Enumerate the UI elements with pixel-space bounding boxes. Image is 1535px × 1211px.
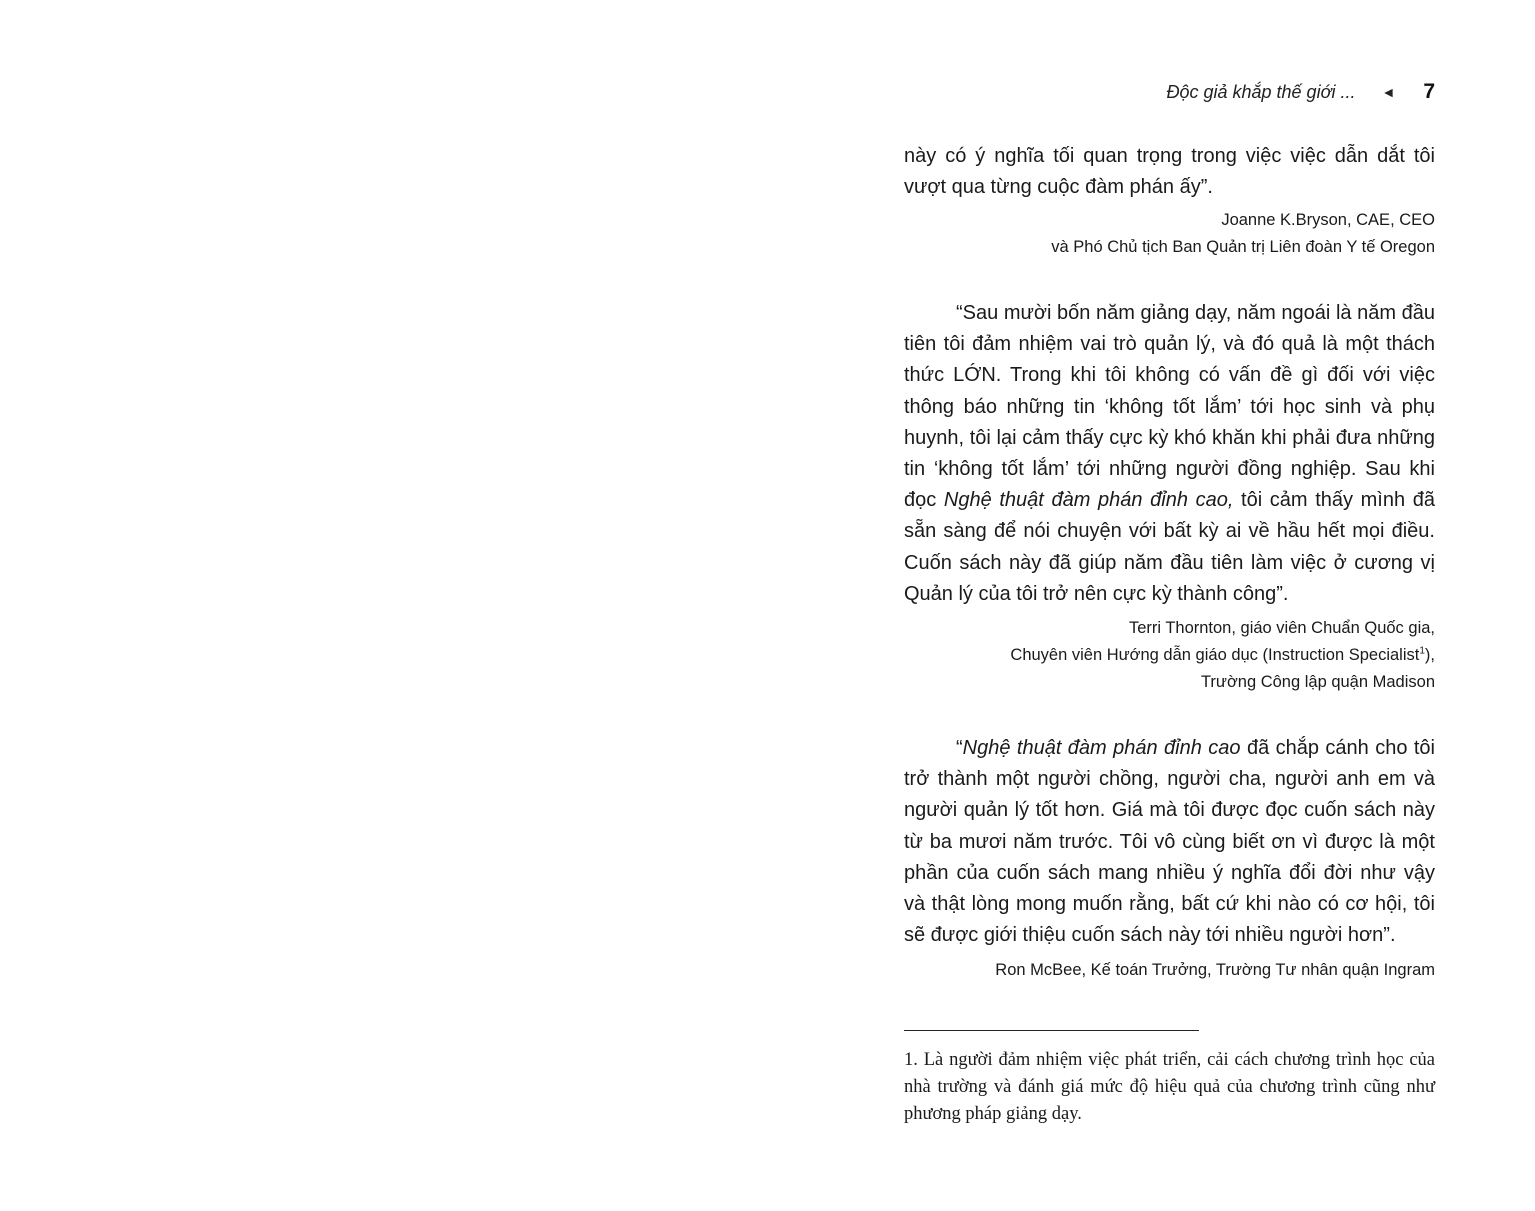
testimonial-2-text xyxy=(904,298,1435,610)
footnote-reference: 1 xyxy=(1419,645,1425,657)
attribution-line: Joanne K.Bryson, CAE, CEO xyxy=(1221,211,1435,229)
book-title: Nghệ thuật đàm phán đỉnh cao xyxy=(962,737,1241,759)
footnote-divider xyxy=(904,1030,1199,1031)
testimonial-text-part: “Sau mười bốn năm giảng dạy, năm ngoái là năm đầu tiên tôi đảm nhiệm vai trò quản lý, và đó quả là một thách thức LỚN. Trong khi tôi không có vấn đề gì đối với việc thông báo những tin ‘không tốt lắm’ tới học sinh và phụ huynh, tôi lại cảm thấy cực kỳ khó khăn khi phải đưa những tin ‘không tốt lắm’ tới những người đồng nghiệp. Sau khi đọc xyxy=(904,302,1435,512)
attribution-line xyxy=(904,642,1435,669)
book-title: Nghệ thuật đàm phán đỉnh cao, xyxy=(943,489,1234,512)
attribution-line: Trường Công lập quận Madison xyxy=(1200,673,1435,691)
testimonial-text-part: đã chắp cánh cho tôi trở thành một người chồng, người cha, người anh em và người quản lý tốt hơn. Giá mà tôi được đọc cuốn sách này từ ba mươi năm trước. Tôi vô cùng biết ơn vì được là một phần của cuốn sách mang nhiều ý nghĩa đổi đời như vậy và thật lòng mong muốn rằng, bất cứ khi nào có cơ hội, tôi sẽ được giới thiệu cuốn sách này tới nhiều người hơn”. xyxy=(904,737,1435,947)
testimonial-2-attribution xyxy=(904,615,1435,696)
testimonial-1-attribution xyxy=(904,207,1435,261)
arrow-left-icon: ◄ xyxy=(1381,84,1396,100)
footnote: 1. Là người đảm nhiệm việc phát triển, cải cách chương trình học của nhà trường và đánh giá mức độ hiệu quả của chương trình cũng như phương pháp giảng dạy. xyxy=(904,1050,1435,1124)
attribution-line: Terri Thornton, giáo viên Chuẩn Quốc gia, xyxy=(1128,619,1435,637)
attribution-line: Ron McBee, Kế toán Trưởng, Trường Tư nhân quận Ingram xyxy=(995,961,1435,979)
book-page xyxy=(904,0,1435,1211)
running-title: Độc giả khắp thế giới ... xyxy=(1166,81,1356,102)
testimonial-1-text: này có ý nghĩa tối quan trọng trong việc việc dẫn dắt tôi vượt qua từng cuộc đàm phán ấy”. xyxy=(904,145,1435,199)
testimonial-text-part: tôi cảm thấy mình đã sẵn sàng để nói chuyện với bất kỳ ai về hầu hết mọi điều. Cuốn sách này đã giúp năm đầu tiên làm việc ở cương vị Quản lý của tôi trở nên cực kỳ thành công”. xyxy=(904,489,1435,605)
testimonial-3-text xyxy=(904,733,1435,951)
running-head xyxy=(1166,78,1435,106)
open-quote: “ xyxy=(956,737,963,759)
attribution-line: và Phó Chủ tịch Ban Quản trị Liên đoàn Y tế Oregon xyxy=(1051,238,1435,256)
attribution-text: Chuyên viên Hướng dẫn giáo dục (Instruction Specialist xyxy=(1010,646,1420,664)
testimonial-3-attribution xyxy=(904,957,1435,984)
attribution-text-end: ), xyxy=(1424,646,1435,664)
page-number: 7 xyxy=(1423,80,1435,103)
